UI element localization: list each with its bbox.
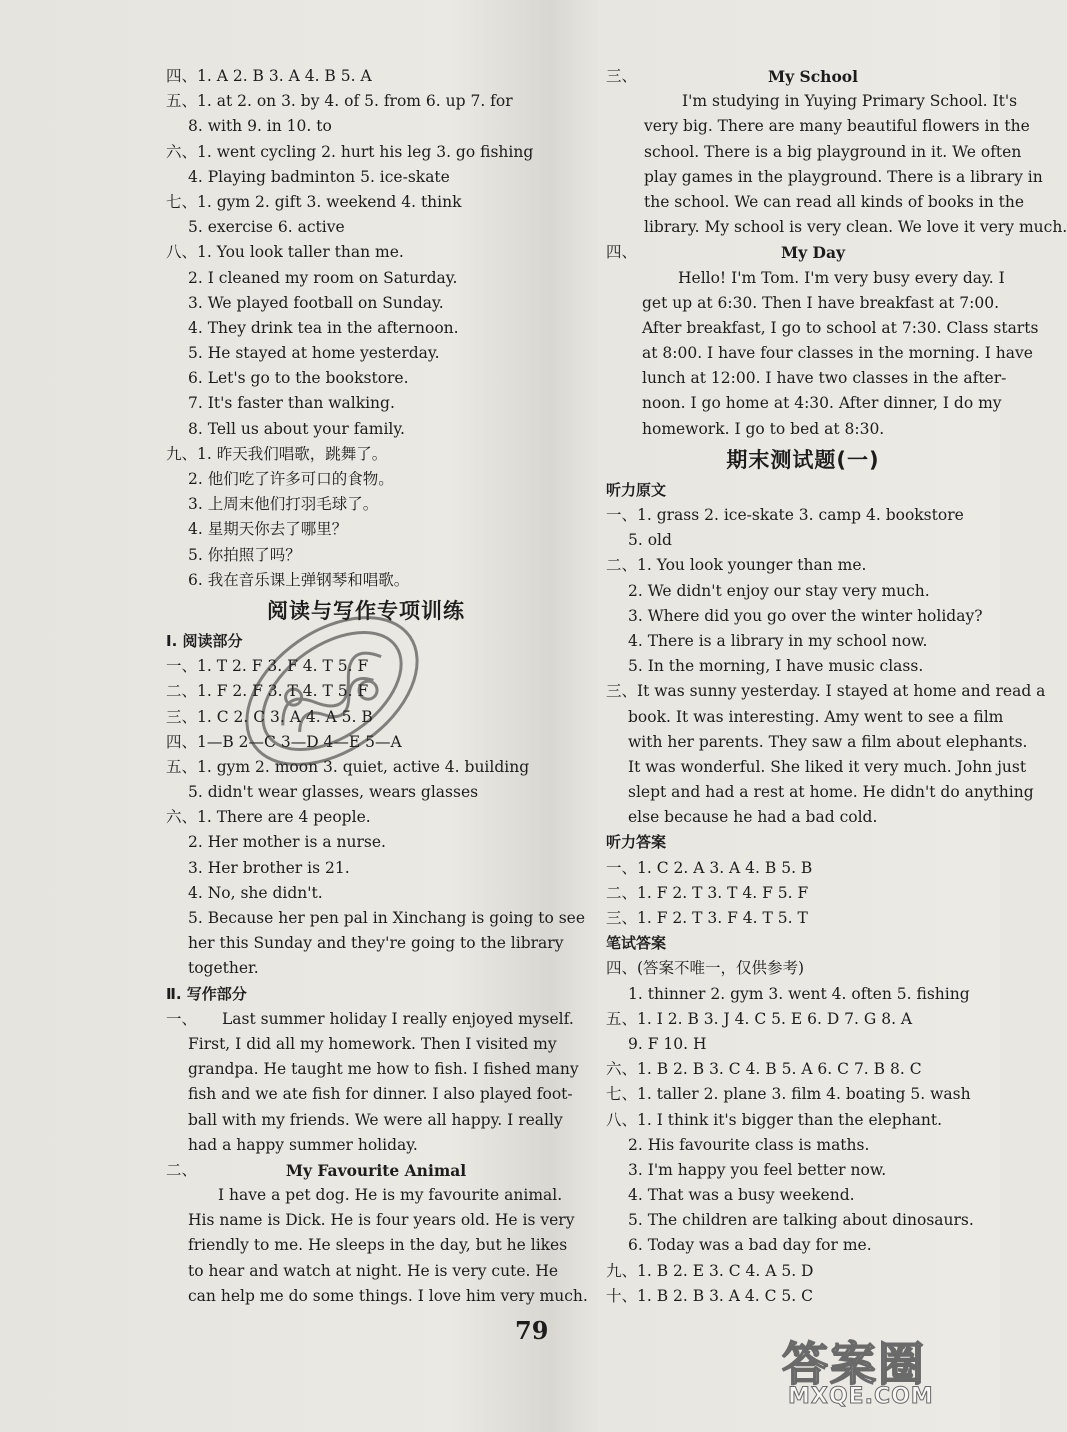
essay-line: friendly to me. He sleeps in the day, but he likes — [188, 1236, 568, 1255]
answer-line: 十、1. B 2. B 3. A 4. C 5. C — [606, 1286, 813, 1305]
answer-line: 三、1. C 2. C 3. A 4. A 5. B — [166, 707, 373, 726]
essay-mark: 四、 — [606, 243, 638, 262]
answer-line: her this Sunday and they're going to the library — [188, 934, 564, 953]
answer-line: 2. Her mother is a nurse. — [188, 833, 386, 852]
essay-title-row — [166, 1158, 566, 1183]
subsection-header: 听力原文 — [606, 480, 667, 499]
answer-line: 四、1. A 2. B 3. A 4. B 5. A — [166, 67, 372, 85]
answer-line: 6. Let's go to the bookstore. — [188, 369, 409, 388]
printer-stamp — [212, 556, 452, 826]
essay-mark: 一、 — [166, 1009, 198, 1028]
watermark-url: MXQE.COM — [788, 1384, 934, 1409]
right-column — [606, 64, 1067, 1309]
answer-line: 七、1. taller 2. plane 3. film 4. boating 5. wash — [606, 1085, 971, 1104]
answer-line: 5. The children are talking about dinosaurs. — [628, 1211, 974, 1230]
answer-line: 3. We played football on Sunday. — [188, 293, 444, 312]
essay-line: After breakfast, I go to school at 7:30. Class starts — [642, 318, 1039, 337]
answer-line: 5. Because her pen pal in Xinchang is going to see — [188, 909, 586, 927]
answer-line: 1. thinner 2. gym 3. went 4. often 5. fishing — [628, 984, 970, 1003]
essay-line: ball with my friends. We were all happy. I really — [188, 1110, 563, 1129]
answer-line: 4. Playing badminton 5. ice-skate — [188, 167, 450, 186]
answer-line: 四、(答案不唯一，仅供参考) — [606, 959, 805, 978]
essay-title-row — [606, 240, 1000, 265]
answer-line: 一、1. C 2. A 3. A 4. B 5. B — [606, 858, 813, 877]
listening-line: book. It was interesting. Amy went to see a film — [628, 707, 1004, 726]
section-title: 期末测试题(一) — [726, 447, 880, 472]
listening-line: 二、1. You look younger than me. — [606, 556, 867, 575]
answer-line: 2. I cleaned my room on Saturday. — [188, 268, 458, 287]
essay-title: My Favourite Animal — [285, 1160, 467, 1180]
answer-line: 7. It's faster than walking. — [188, 394, 395, 413]
watermark-text: 答案圈 — [782, 1337, 926, 1391]
subsection-header: Ⅰ. 阅读部分 — [166, 631, 243, 650]
answer-line: 2. His favourite class is maths. — [628, 1135, 870, 1154]
essay-line: the school. We can read all kinds of books in the — [644, 192, 1024, 211]
essay-line: lunch at 12:00. I have two classes in the after- — [642, 369, 1007, 388]
answer-line: 9. F 10. H — [628, 1034, 707, 1053]
subsection-header: 听力答案 — [606, 833, 667, 852]
listening-line: 4. There is a library in my school now. — [628, 631, 928, 650]
answer-line: 6. 我在音乐课上弹钢琴和唱歌。 — [188, 570, 410, 589]
answer-line: 5. He stayed at home yesterday. — [188, 344, 440, 363]
essay-line: library. My school is very clean. We love it very much. — [644, 218, 1067, 237]
essay-line: First, I did all my homework. Then I visited my — [188, 1034, 557, 1053]
listening-line: It was wonderful. She liked it very much. John just — [628, 757, 1027, 776]
essay-line — [166, 1007, 574, 1032]
answer-line: 4. They drink tea in the afternoon. — [188, 318, 459, 337]
answer-line: 五、1. gym 2. moon 3. quiet, active 4. building — [166, 757, 530, 776]
answer-line: 八、1. I think it's bigger than the elephant. — [606, 1110, 943, 1129]
listening-line: 一、1. grass 2. ice-skate 3. camp 4. bookstore — [606, 506, 964, 524]
essay-line: Hello! I'm Tom. I'm very busy every day. I — [678, 268, 1005, 287]
essay-line: to hear and watch at night. He is very cute. He — [188, 1261, 559, 1280]
essay-line: school. There is a big playground in it. We often — [644, 142, 1022, 161]
listening-line: 3. Where did you go over the winter holiday? — [628, 606, 983, 625]
essay-line: can help me do some things. I love him very much. — [188, 1286, 588, 1305]
watermark-logo — [782, 1328, 982, 1418]
answer-line: 六、1. There are 4 people. — [166, 808, 371, 827]
answer-line: 3. I'm happy you feel better now. — [628, 1160, 887, 1179]
answer-line: 2. 他们吃了许多可口的食物。 — [188, 470, 394, 488]
answer-line: 五、1. at 2. on 3. by 4. of 5. from 6. up 7. for — [166, 92, 513, 111]
listening-line: 5. In the morning, I have music class. — [628, 657, 924, 676]
answer-line: 九、1. 昨天我们唱歌，跳舞了。 — [166, 444, 388, 463]
essay-line: noon. I go home at 4:30. After dinner, I do my — [642, 394, 1002, 413]
essay-line: get up at 6:30. Then I have breakfast at 7:00. — [642, 293, 1000, 312]
essay-line: very big. There are many beautiful flowers in the — [644, 117, 1030, 136]
answer-line: 七、1. gym 2. gift 3. weekend 4. think — [166, 192, 462, 211]
essay-text: Last summer holiday I really enjoyed myself. — [222, 1009, 574, 1028]
answer-line: 3. Her brother is 21. — [188, 858, 350, 877]
answer-line: 九、1. B 2. E 3. C 4. A 5. D — [606, 1261, 814, 1280]
answer-line: 六、1. B 2. B 3. C 4. B 5. A 6. C 7. B 8. C — [606, 1060, 922, 1079]
essay-title: My Day — [780, 243, 846, 263]
essay-mark: 三、 — [606, 67, 638, 85]
essay-title-row — [606, 64, 1000, 89]
listening-line: slept and had a rest at home. He didn't do anything — [628, 783, 1034, 802]
answer-line: 四、1—B 2—C 3—D 4—E 5—A — [166, 732, 402, 751]
answer-line: 8. with 9. in 10. to — [188, 117, 332, 136]
answer-line: 三、1. F 2. T 3. F 4. T 5. T — [606, 909, 808, 927]
answer-line: 4. No, she didn't. — [188, 883, 323, 902]
page-number: 79 — [515, 1316, 549, 1345]
answer-line: together. — [188, 959, 259, 978]
answer-line: 5. exercise 6. active — [188, 218, 345, 237]
subsection-header: 笔试答案 — [606, 934, 667, 953]
answer-line: 五、1. I 2. B 3. J 4. C 5. E 6. D 7. G 8. A — [606, 1009, 913, 1028]
answer-line: 6. Today was a bad day for me. — [628, 1236, 872, 1255]
listening-line: else because he had a bad cold. — [628, 808, 878, 827]
essay-line: fish and we ate fish for dinner. I also played foot- — [188, 1085, 573, 1104]
essay-line: play games in the playground. There is a library in — [644, 167, 1043, 186]
subsection-header: Ⅱ. 写作部分 — [166, 984, 247, 1003]
listening-line: 5. old — [628, 531, 672, 550]
answer-line: 4. That was a busy weekend. — [628, 1186, 855, 1205]
section-title: 阅读与写作专项训练 — [267, 598, 465, 623]
essay-line: I have a pet dog. He is my favourite animal. — [218, 1186, 563, 1205]
answer-line: 八、1. You look taller than me. — [166, 243, 404, 262]
essay-title: My School — [767, 67, 859, 86]
essay-line: had a happy summer holiday. — [188, 1135, 418, 1154]
answer-line: 5. 你拍照了吗？ — [188, 545, 301, 564]
answer-line: 4. 星期天你去了哪里？ — [188, 520, 348, 539]
answer-line: 六、1. went cycling 2. hurt his leg 3. go fishing — [166, 142, 534, 161]
essay-line: His name is Dick. He is four years old. He is very — [188, 1211, 575, 1230]
listening-line: with her parents. They saw a film about elephants. — [628, 732, 1028, 751]
essay-line: grandpa. He taught me how to fish. I fished many — [188, 1060, 579, 1079]
listening-line: 三、It was sunny yesterday. I stayed at home and read a — [606, 682, 1046, 701]
answer-line: 二、1. F 2. T 3. T 4. F 5. F — [606, 883, 809, 902]
answer-line: 二、1. F 2. F 3. T 4. T 5. F — [166, 682, 369, 701]
essay-line: at 8:00. I have four classes in the morning. I have — [642, 344, 1033, 363]
listening-line: 2. We didn't enjoy our stay very much. — [628, 581, 930, 600]
essay-line: I'm studying in Yuying Primary School. It's — [682, 92, 1018, 111]
answer-line: 3. 上周末他们打羽毛球了。 — [188, 495, 379, 514]
answer-line: 一、1. T 2. F 3. F 4. T 5. F — [166, 657, 369, 676]
answer-line: 5. didn't wear glasses, wears glasses — [188, 783, 479, 802]
essay-line: homework. I go to bed at 8:30. — [642, 419, 885, 438]
essay-mark: 二、 — [166, 1160, 198, 1179]
answer-line: 8. Tell us about your family. — [188, 419, 405, 438]
